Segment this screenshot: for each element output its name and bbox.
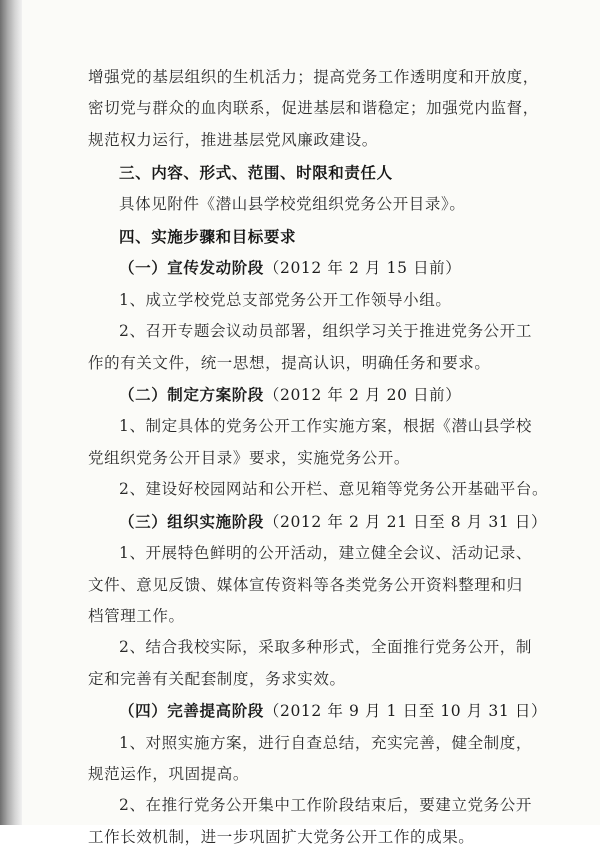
stage-heading-1: [88, 254, 534, 282]
paragraph-line: 规范运作，巩固提高。: [88, 764, 250, 783]
paragraph-line: 定和完善有关配套制度，务求实效。: [88, 669, 346, 688]
paragraph-line: 2、结合我校实际，采取多种形式，全面推行党务公开，制: [119, 638, 532, 657]
paragraph-line: 文件、意见反馈、媒体宣传资料等各类党务公开资料整理和归: [88, 575, 523, 594]
stage-deadline: （2012 年 2 月 20 日前）: [263, 386, 462, 405]
paragraph-line: 1、制定具体的党务公开工作实施方案，根据《潜山县学校: [119, 417, 532, 436]
document-body: [88, 64, 549, 851]
paragraph-line: 工作长效机制，进一步巩固扩大党务公开工作的成果。: [88, 827, 475, 846]
stage-deadline: （2012 年 2 月 21 日至 8 月 31 日）: [263, 512, 548, 531]
paragraph-line: 2、召开专题会议动员部署，组织学习关于推进党务公开工: [119, 322, 532, 341]
section-heading-4: 四、实施步骤和目标要求: [119, 227, 297, 247]
stage-title: （四）完善提高阶段: [119, 701, 264, 721]
stage-deadline: （2012 年 9 月 1 日至 10 月 31 日）: [263, 702, 548, 721]
paragraph-line: 档管理工作。: [88, 606, 185, 625]
paragraph-line: 1、成立学校党总支部党务公开工作领导小组。: [119, 290, 452, 309]
paragraph-line: 1、开展特色鲜明的公开活动，建立健全会议、活动记录、: [119, 544, 532, 563]
paragraph-line: 2、在推行党务公开集中工作阶段结束后，要建立党务公开: [119, 796, 532, 815]
stage-heading-4: [88, 697, 548, 725]
scan-binding-shadow: [0, 0, 22, 825]
paragraph-line: 增强党的基层组织的生机活力；提高党务工作透明度和开放度，: [88, 68, 539, 86]
paragraph-line: 党组织党务公开目录》要求，实施党务公开。: [88, 448, 411, 467]
stage-title: （二）制定方案阶段: [119, 385, 264, 405]
stage-title: （一）宣传发动阶段: [119, 258, 264, 278]
stage-title: （三）组织实施阶段: [119, 511, 264, 531]
paragraph-line: 具体见附件《潜山县学校党组织党务公开目录》。: [119, 194, 466, 213]
stage-deadline: （2012 年 2 月 15 日前）: [263, 259, 462, 278]
paragraph-line: 作的有关文件，统一思想，提高认识，明确任务和要求。: [88, 353, 491, 372]
paragraph-line: 密切党与群众的血肉联系，促进基层和谐稳定；加强党内监督，: [88, 99, 539, 118]
paragraph-line: 2、建设好校园网站和公开栏、意见箱等党务公开基础平台。: [119, 480, 549, 499]
stage-heading-3: [88, 508, 548, 536]
section-heading-3: 三、内容、形式、范围、时限和责任人: [119, 163, 393, 183]
paragraph-line: 1、对照实施方案，进行自查总结，充实完善，健全制度，: [119, 733, 532, 752]
stage-heading-2: [88, 381, 534, 409]
paragraph-line: 规范权力运行，推进基层党风廉政建设。: [88, 130, 378, 149]
